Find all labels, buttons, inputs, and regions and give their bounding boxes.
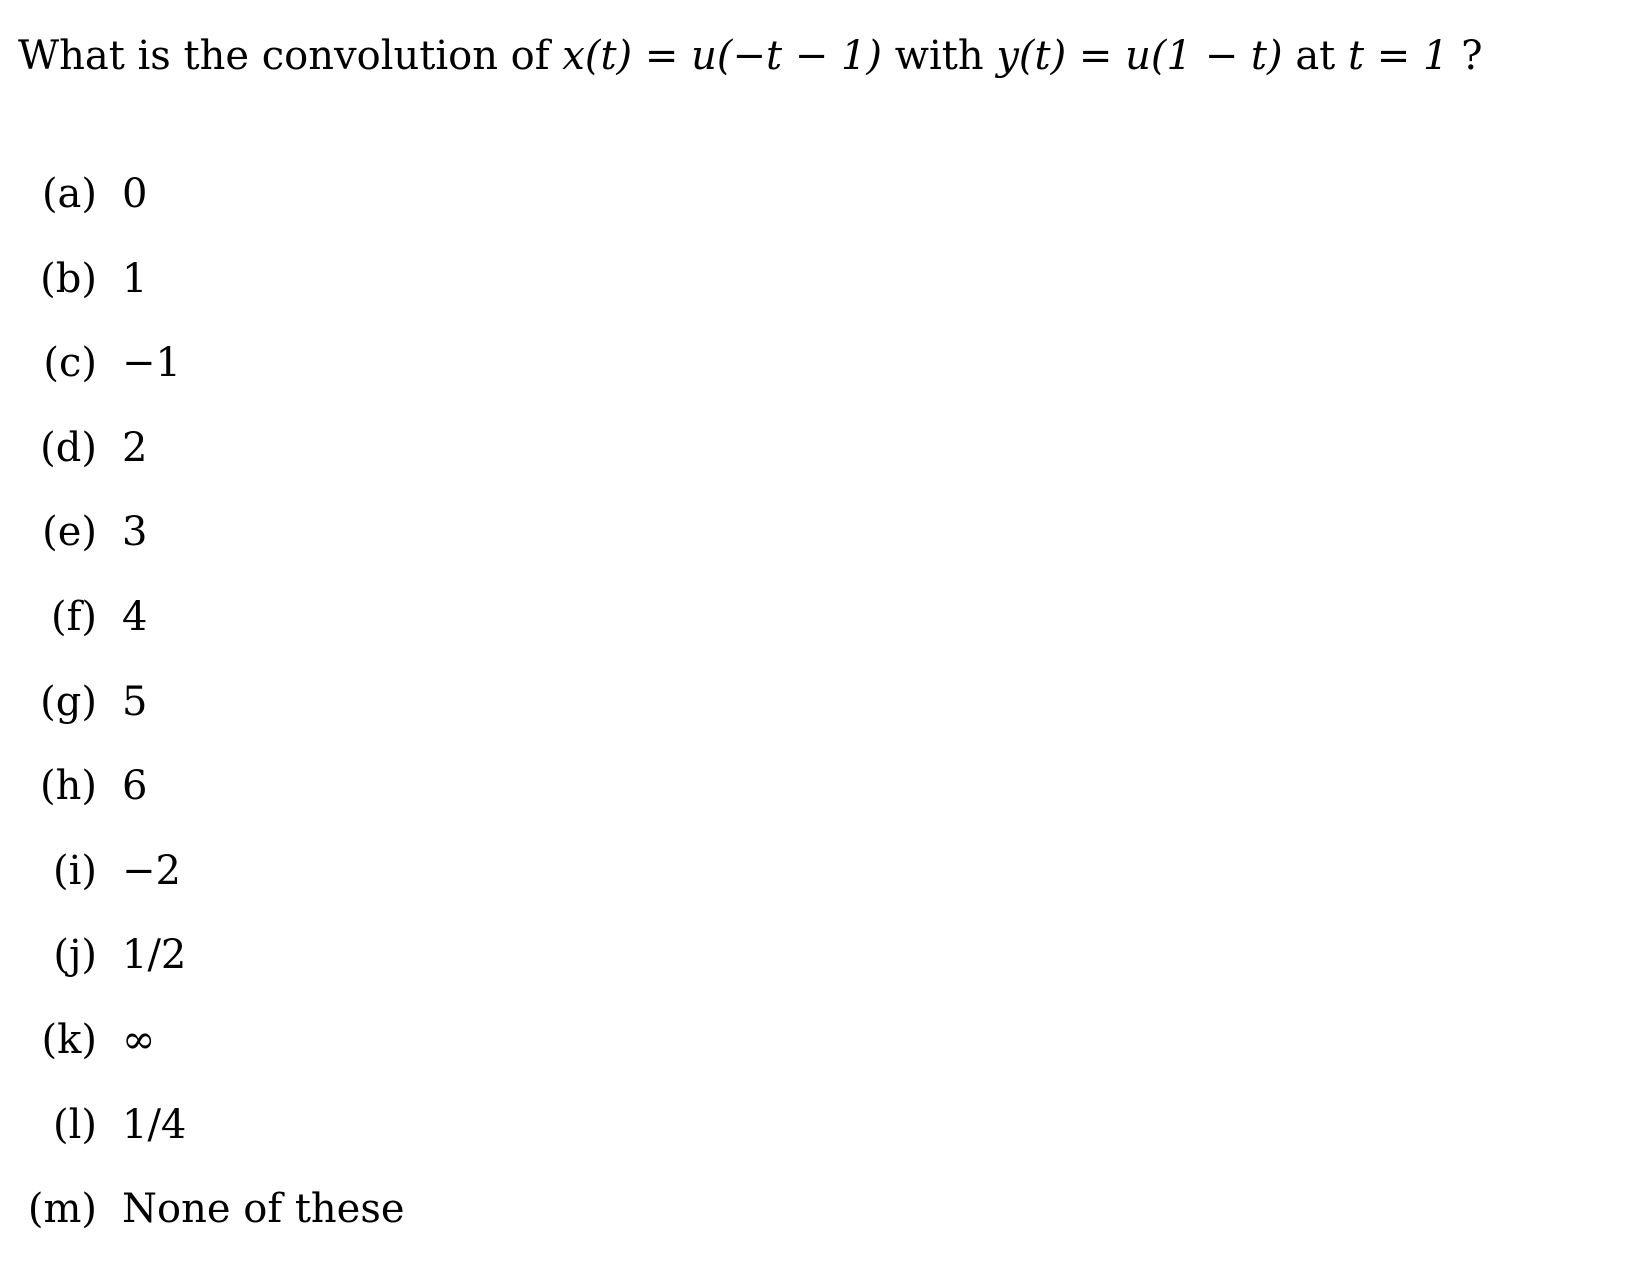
option-value: 0 [122, 171, 148, 217]
option-value: −1 [122, 340, 181, 387]
question-prefix: What is the convolution of [18, 33, 563, 79]
option-letter: (i) [52, 847, 97, 894]
option-value: 4 [122, 593, 148, 640]
option-letter: (e) [42, 509, 97, 556]
option-letter: (h) [40, 763, 97, 810]
option-letter: (k) [41, 1016, 97, 1063]
option-value: 3 [122, 509, 148, 556]
option-letter: (j) [53, 932, 97, 979]
question-at: at [1282, 33, 1348, 79]
option-letter: (f) [50, 593, 97, 640]
option-value: None of these [122, 1186, 405, 1233]
y-definition: y(t) = u(1 − t) [996, 33, 1283, 79]
option-letter: (l) [52, 1101, 97, 1148]
option-letter: (c) [43, 340, 97, 387]
option-value: 5 [122, 678, 148, 725]
option-value: 6 [122, 763, 148, 810]
question-suffix: ? [1448, 33, 1483, 79]
option-value: 1/4 [122, 1101, 187, 1148]
option-letter: (m) [27, 1186, 97, 1233]
option-value: 1/2 [122, 932, 187, 979]
option-letter: (g) [40, 678, 97, 725]
option-value: −2 [122, 847, 181, 894]
question-text [18, 30, 1483, 82]
option-letter: (a) [41, 171, 97, 217]
option-value: 1 [122, 255, 148, 302]
question-middle: with [882, 33, 997, 79]
option-value: ∞ [122, 1016, 156, 1063]
option-value: 2 [122, 424, 148, 471]
x-definition: x(t) = u(−t − 1) [562, 33, 883, 79]
t-value: t = 1 [1347, 33, 1449, 79]
option-letter: (b) [40, 255, 97, 302]
option-letter: (d) [40, 424, 97, 471]
